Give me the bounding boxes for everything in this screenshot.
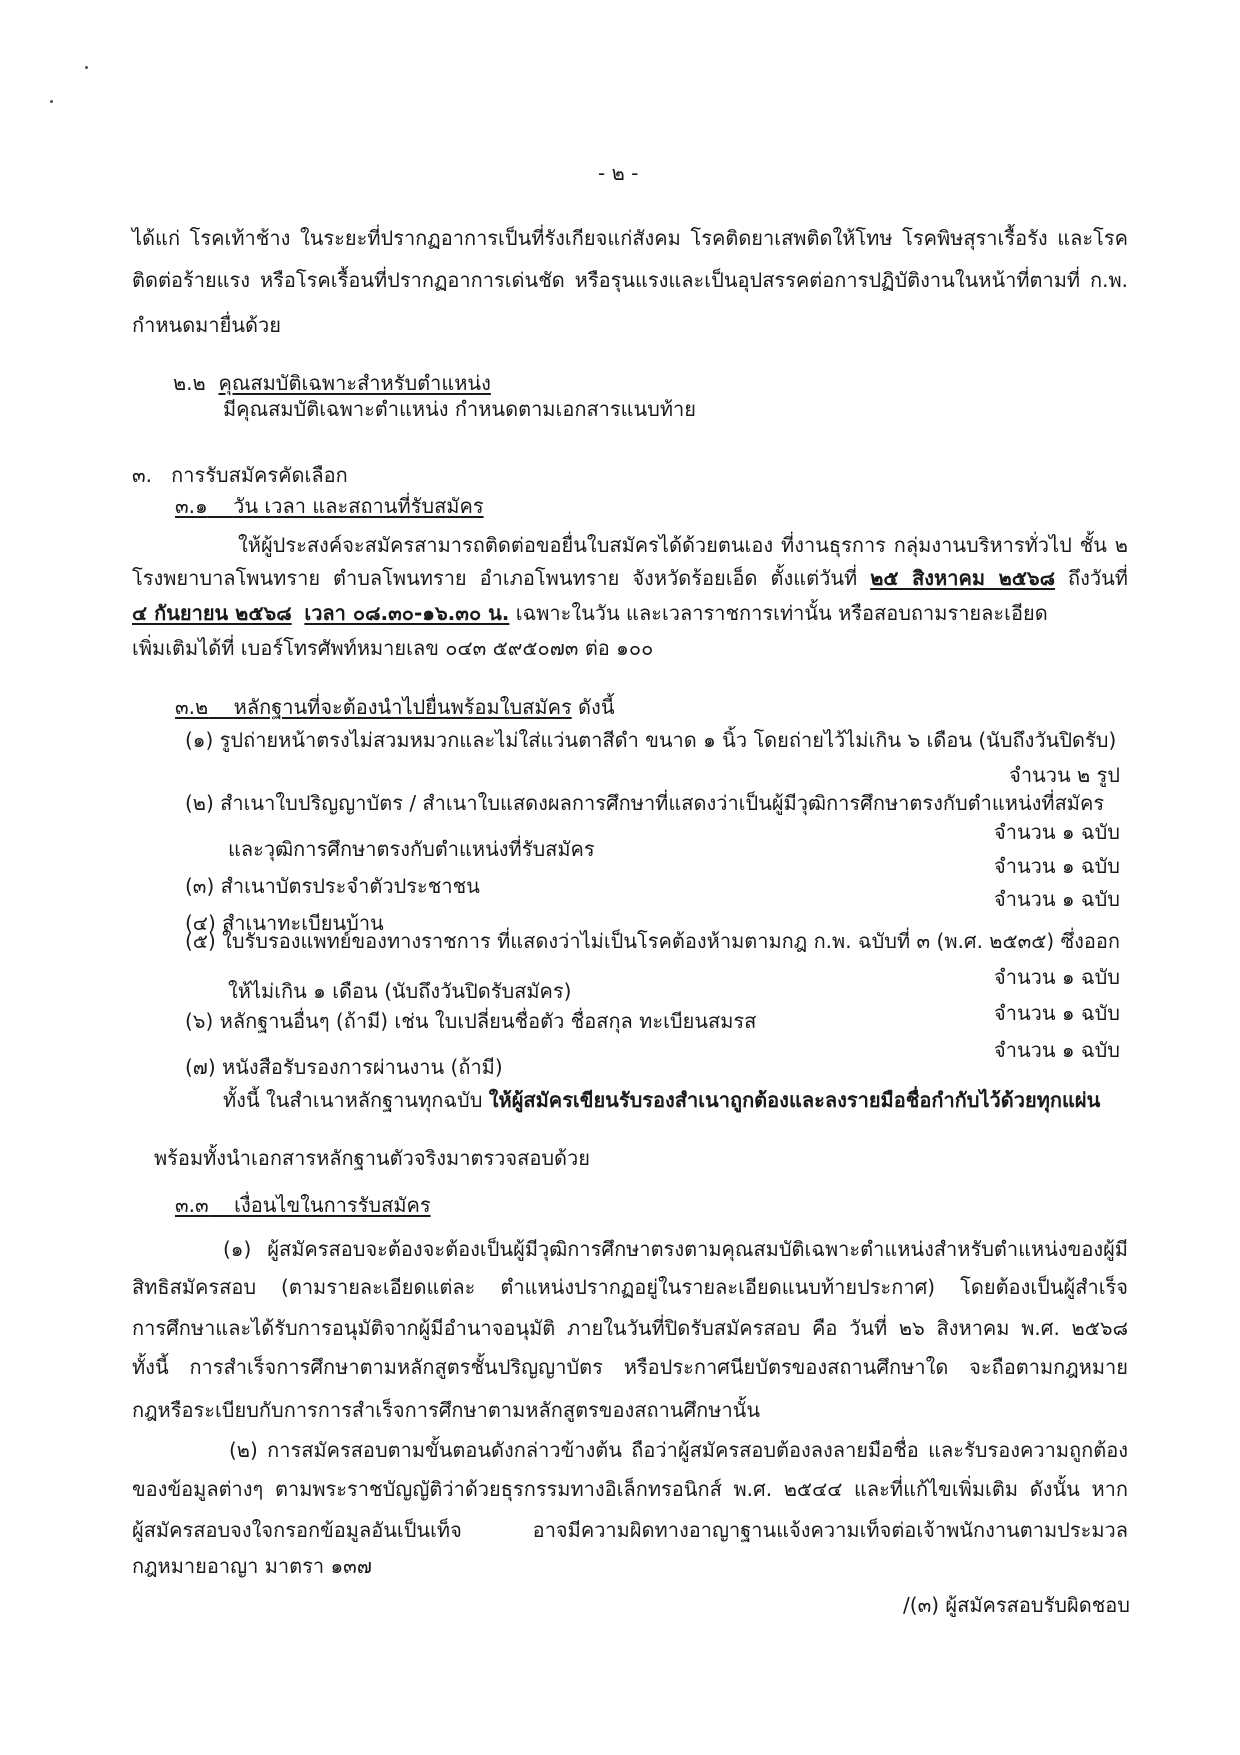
text: ให้ผู้ประสงค์จะสมัครสามารถติดต่อขอยื่นใบสมัครได้ด้วยตนเอง ที่งานธุรการ กลุ่มงานบริหารทั่วไป ชั้น ๒ — [238, 533, 1128, 557]
item-amount: จำนวน ๑ ฉบับ — [994, 965, 1120, 989]
section-title: วัน เวลา และสถานที่รับสมัคร — [233, 494, 484, 518]
section-number: ๓. — [132, 463, 153, 487]
section-3-heading — [132, 460, 348, 490]
section-number: ๓.๑ — [175, 494, 208, 518]
item-amount: จำนวน ๑ ฉบับ — [994, 1038, 1120, 1062]
document-item: (๓) สำเนาบัตรประจำตัวประชาชน — [185, 874, 480, 898]
item-amount: จำนวน ๑ ฉบับ — [994, 887, 1120, 911]
paragraph-line: กฎหมายอาญา มาตรา ๑๓๗ — [132, 1554, 372, 1578]
section-3-1-heading — [175, 491, 484, 521]
paragraph-line — [238, 530, 1128, 560]
section-3-2-heading — [175, 692, 615, 722]
certification-note — [223, 1085, 1100, 1115]
scan-speck — [50, 100, 53, 103]
section-3-3-heading — [175, 1190, 431, 1220]
page-number: - ๒ - — [598, 161, 639, 185]
document-item: (๕) ใบรับรองแพทย์ของทางราชการ ที่แสดงว่าไม่เป็นโรคต้องห้ามตามกฎ ก.พ. ฉบับที่ ๓ (พ.ศ. ๒๕๓๕) ซึ่งออก — [185, 929, 1121, 953]
item-amount: จำนวน ๑ ฉบับ — [994, 854, 1120, 878]
paragraph-line: กำหนดมายื่นด้วย — [132, 313, 281, 337]
paragraph-line: (๑) ผู้สมัครสอบจะต้องจะต้องเป็นผู้มีวุฒิการศึกษาตรงตามคุณสมบัติเฉพาะตำแหน่งสำหรับตำแหน่งของผู้มี — [223, 1237, 1128, 1261]
section-title: เงื่อนไขในการรับสมัคร — [234, 1193, 431, 1217]
document-item: (๖) หลักฐานอื่นๆ (ถ้ามี) เช่น ใบเปลี่ยนชื่อตัว ชื่อสกุล ทะเบียนสมรส — [185, 1009, 757, 1033]
certification-instruction: ให้ผู้สมัครเขียนรับรองสำเนาถูกต้องและลงรายมือชื่อกำกับไว้ด้วยทุกแผ่น — [488, 1088, 1101, 1112]
text: ทั้งนี้ ในสำเนาหลักฐานทุกฉบับ — [223, 1088, 489, 1112]
item-amount: จำนวน ๑ ฉบับ — [994, 820, 1120, 844]
paragraph-line: ทั้งนี้ การสำเร็จการศึกษาตามหลักสูตรชั้นปริญญาบัตร หรือประกาศนียบัตรของสถานศึกษาใด จะถือตามกฎหมาย — [132, 1355, 1128, 1379]
section-2-2-body: มีคุณสมบัติเฉพาะตำแหน่ง กำหนดตามเอกสารแนบท้าย — [223, 397, 697, 421]
section-title: การรับสมัครคัดเลือก — [171, 463, 348, 487]
text: ถึงวันที่ — [1055, 566, 1128, 590]
document-item-cont: ให้ไม่เกิน ๑ เดือน (นับถึงวันปิดรับสมัคร) — [228, 979, 572, 1003]
start-date: ๒๕ สิงหาคม ๒๕๖๘ — [870, 566, 1056, 590]
paragraph-line: เพิ่มเติมได้ที่ เบอร์โทรศัพท์หมายเลข ๐๔๓ ๕๙๕๐๗๓ ต่อ ๑๐๐ — [132, 636, 654, 660]
paragraph-line: กฎหรือระเบียบกับการการสำเร็จการศึกษาตามหลักสูตรของสถานศึกษานั้น — [132, 1398, 761, 1422]
text: เฉพาะในวัน และเวลาราชการเท่านั้น หรือสอบถามรายละเอียด — [509, 601, 1048, 625]
paragraph-line: (๒) การสมัครสอบตามขั้นตอนดังกล่าวข้างต้น ถือว่าผู้สมัครสอบต้องลงลายมือชื่อ และรับรองความถูกต้อง — [229, 1438, 1128, 1462]
section-number: ๒.๒ — [173, 371, 206, 395]
paragraph-line: ได้แก่ โรคเท้าช้าง ในระยะที่ปรากฏอาการเป็นที่รังเกียจแก่สังคม โรคติดยาเสพติดให้โทษ โรคพิษสุราเรื้อรัง และโรค — [132, 226, 1128, 250]
end-date: ๔ กันยายน ๒๕๖๘ — [132, 601, 292, 625]
item-amount: จำนวน ๒ รูป — [1009, 763, 1120, 787]
section-number: ๓.๒ — [175, 695, 209, 719]
section-title: หลักฐานที่จะต้องนำไปยื่นพร้อมใบสมัคร — [233, 695, 572, 719]
paragraph-line: ติดต่อร้ายแรง หรือโรคเรื้อนที่ปรากฏอาการเด่นชัด หรือรุนแรงและเป็นอุปสรรคต่อการปฏิบัติงานในหน้าที่ตามที่ ก.พ. — [132, 268, 1128, 292]
office-hours: เวลา ๐๘.๓๐-๑๖.๓๐ น. — [304, 601, 510, 625]
scan-speck — [85, 66, 88, 69]
section-title: คุณสมบัติเฉพาะสำหรับตำแหน่ง — [218, 371, 491, 395]
item-amount: จำนวน ๑ ฉบับ — [994, 1001, 1120, 1025]
document-item: (๒) สำเนาใบปริญญาบัตร / สำเนาใบแสดงผลการศึกษาที่แสดงว่าเป็นผู้มีวุฒิการศึกษาตรงกับตำแหน่งที่สมัคร — [185, 791, 1105, 815]
paragraph-line: สิทธิสมัครสอบ (ตามรายละเอียดแต่ละ ตำแหน่งปรากฏอยู่ในรายละเอียดแนบท้ายประกาศ) โดยต้องเป็นผู้สำเร็จ — [132, 1275, 1128, 1299]
paragraph-line: ของข้อมูลต่างๆ ตามพระราชบัญญัติว่าด้วยธุรกรรมทางอิเล็กทรอนิกส์ พ.ศ. ๒๕๔๔ และที่แก้ไขเพิ่มเติม ดังนั้น หาก — [132, 1477, 1128, 1501]
paragraph-line — [132, 598, 1048, 628]
continued-next-page: /(๓) ผู้สมัครสอบรับผิดชอบ — [903, 1593, 1130, 1617]
paragraph-line: การศึกษาและได้รับการอนุมัติจากผู้มีอำนาจอนุมัติ ภายในวันที่ปิดรับสมัครสอบ คือ วันที่ ๒๖ สิงหาคม พ.ศ. ๒๕๖๘ — [132, 1316, 1128, 1340]
document-item: (๗) หนังสือรับรองการผ่านงาน (ถ้ามี) — [185, 1055, 503, 1079]
document-item-cont: และวุฒิการศึกษาตรงกับตำแหน่งที่รับสมัคร — [228, 837, 595, 861]
document-item: (๑) รูปถ่ายหน้าตรงไม่สวมหมวกและไม่ใส่แว่นตาสีดำ ขนาด ๑ นิ้ว โดยถ่ายไว้ไม่เกิน ๖ เดือน (นับถึงวันปิดรับ) — [185, 728, 1117, 752]
document-item: (๔) สำเนาทะเบียนบ้าน — [185, 911, 384, 935]
paragraph-line: ผู้สมัครสอบจงใจกรอกข้อมูลอันเป็นเท็จ อาจมีความผิดทางอาญาฐานแจ้งความเท็จต่อเจ้าพนักงานตามประมวล — [132, 1518, 1128, 1542]
text: ดังนี้ — [571, 695, 615, 719]
paragraph-line: พร้อมทั้งนำเอกสารหลักฐานตัวจริงมาตรวจสอบด้วย — [154, 1146, 590, 1170]
text: โรงพยาบาลโพนทราย ตำบลโพนทราย อำเภอโพนทราย จังหวัดร้อยเอ็ด ตั้งแต่วันที่ — [132, 566, 871, 590]
paragraph-line — [132, 563, 1128, 593]
section-number: ๓.๓ — [175, 1193, 209, 1217]
